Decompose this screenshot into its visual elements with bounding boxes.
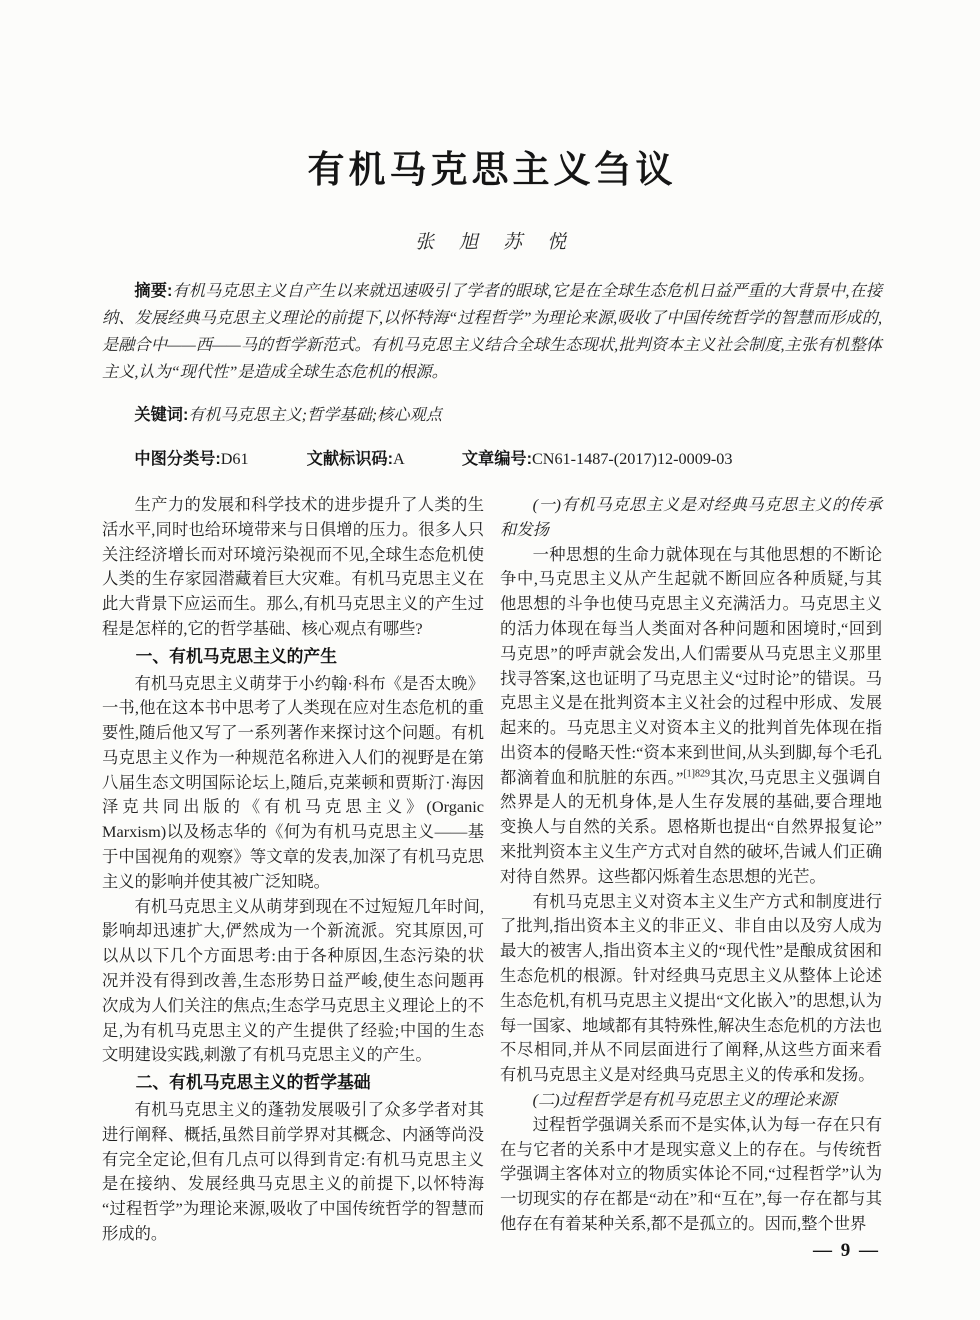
paragraph: 有机马克思主义萌芽于小约翰·科布《是否太晚》一书,他在这本书中思考了人类现在应对生态危机的重要性,随后他又写了一系列著作来探讨这个问题。有机马克思主义作为一种规范名称进入人们的视野是在第八届生态文明国际论坛上,随后,克莱顿和贾斯汀·海因泽克共同出版的《有机马克思主义》(Organic Marxism)以及杨志华的《何为有机马克思主义——基于中国视角的观察》等文章的发表,加深了有机马克思主义的影响并使其被广泛知晓。	[102, 673, 484, 891]
paragraph: 有机马克思主义从萌芽到现在不过短短几年时间,影响却迅速扩大,俨然成为一个新流派。究其原因,可以从以下几个方面思考:由于各种原因,生态污染的状况并没有得到改善,生态形势日益严峻,使生态问题再次成为人们关注的焦点;生态学马克思主义理论上的不足,为有机马克思主义的产生提供了经验;中国的生态文明建设实践,刺激了有机马克思主义的产生。	[102, 896, 484, 1065]
abstract	[102, 278, 882, 386]
clc-label: 中图分类号:	[134, 449, 221, 468]
clc-number	[134, 450, 248, 468]
document-code-label: 文献标识码:	[306, 449, 393, 468]
citation-superscript: [1]829	[683, 768, 710, 780]
subsection-heading-2: (二)过程哲学是有机马克思主义的理论来源	[532, 1090, 837, 1110]
article-id-label: 文章编号:	[461, 449, 532, 468]
two-column-body	[102, 493, 882, 1247]
authors: 张 旭 苏 悦	[414, 231, 569, 253]
section-heading-2: 二、有机马克思主义的哲学基础	[135, 1073, 371, 1093]
article-id	[462, 450, 733, 468]
paragraph	[500, 543, 882, 890]
paragraph: 有机马克思主义的蓬勃发展吸引了众多学者对其进行阐释、概括,虽然目前学界对其概念、内涵等尚没有完全定论,但有几点可以得到肯定:有机马克思主义是在接纳、发展经典马克思主义的前提下,以怀特海“过程哲学”为理论来源,吸收了中国传统哲学的智慧而形成的。	[102, 1100, 484, 1244]
page-number: — 9 —	[813, 1240, 880, 1261]
paragraph-intro: 生产力的发展和科学技术的进步提升了人类的生活水平,同时也给环境带来与日俱增的压力。很多人只关注经济增长而对环境污染视而不见,全球生态危机使人类的生存家园潜藏着巨大灾难。有机马克思主义在此大背景下应运而生。那么,有机马克思主义的产生过程是怎样的,它的哲学基础、核心观点有哪些?	[102, 494, 484, 638]
document-code	[307, 450, 404, 468]
abstract-label: 摘要:	[134, 281, 173, 300]
right-column	[500, 493, 882, 1247]
keywords	[102, 402, 882, 429]
article-meta	[102, 445, 882, 473]
article-id-value: CN61-1487-(2017)12-0009-03	[531, 449, 733, 468]
paragraph: 有机马克思主义对资本主义生产方式和制度进行了批判,指出资本主义的非正义、非自由以及穷人成为最大的被害人,指出资本主义的“现代性”是酿成贫困和生态危机的根源。针对经典马克思主义从整体上论述生态危机,有机马克思主义提出“文化嵌入”的思想,认为每一国家、地域都有其特殊性,解决生态危机的方法也不尽相同,并从不同层面进行了阐释,从这些方面来看有机马克思主义是对经典马克思主义的传承和发扬。	[500, 891, 882, 1085]
left-column	[102, 493, 484, 1247]
document-code-value: A	[392, 449, 404, 468]
section-heading-1: 一、有机马克思主义的产生	[135, 646, 337, 666]
paragraph-text: 其次,马克思主义强调自然界是人的无机身体,是人生存发展的基础,要合理地变换人与自然的关系。恩格斯也提出“自然界报复论”来批判资本主义生产方式对自然的破坏,告诫人们正确对待自然界。这些都闪烁着生态思想的光芒。	[500, 767, 882, 886]
paragraph: 过程哲学强调关系而不是实体,认为每一存在只有在与它者的关系中才是现实意义上的存在。与传统哲学强调主客体对立的物质实体论不同,“过程哲学”认为一切现实的存在都是“动在”和“互在”,每一存在都与其他存在有着某种关系,都不是孤立的。因而,整个世界	[500, 1114, 882, 1234]
keywords-label: 关键词:	[134, 405, 189, 424]
clc-value: D61	[220, 449, 249, 468]
paragraph-text: 一种思想的生命力就体现在与其他思想的不断论争中,马克思主义从产生起就不断回应各种质疑,与其他思想的斗争也使马克思主义充满活力。马克思主义的活力体现在每当人类面对各种问题和困境时,“回到马克思”的呼声就会发出,人们需要从马克思主义那里找寻答案,这也证明了马克思主义“过时论”的错误。马克思主义是在批判资本主义社会的过程中形成、发展起来的。马克思主义对资本主义的批判首先体现在指出资本的侵略天性:“资本来到世间,从头到脚,每个毛孔都滴着血和肮脏的东西。”	[500, 544, 882, 787]
keywords-text: 有机马克思主义;哲学基础;核心观点	[188, 405, 442, 424]
abstract-text: 有机马克思主义自产生以来就迅速吸引了学者的眼球,它是在全球生态危机日益严重的大背景中,在接纳、发展经典马克思主义理论的前提下,以怀特海“过程哲学”为理论来源,吸收了中国传统哲学的智慧而形成的,是融合中——西——马的哲学新范式。有机马克思主义结合全球生态现状,批判资本主义社会制度,主张有机整体主义,认为“现代性”是造成全球生态危机的根源。	[102, 281, 883, 381]
article-title: 有机马克思主义刍议	[307, 150, 677, 191]
subsection-heading-1: (一)有机马克思主义是对经典马克思主义的传承和发扬	[500, 494, 882, 539]
